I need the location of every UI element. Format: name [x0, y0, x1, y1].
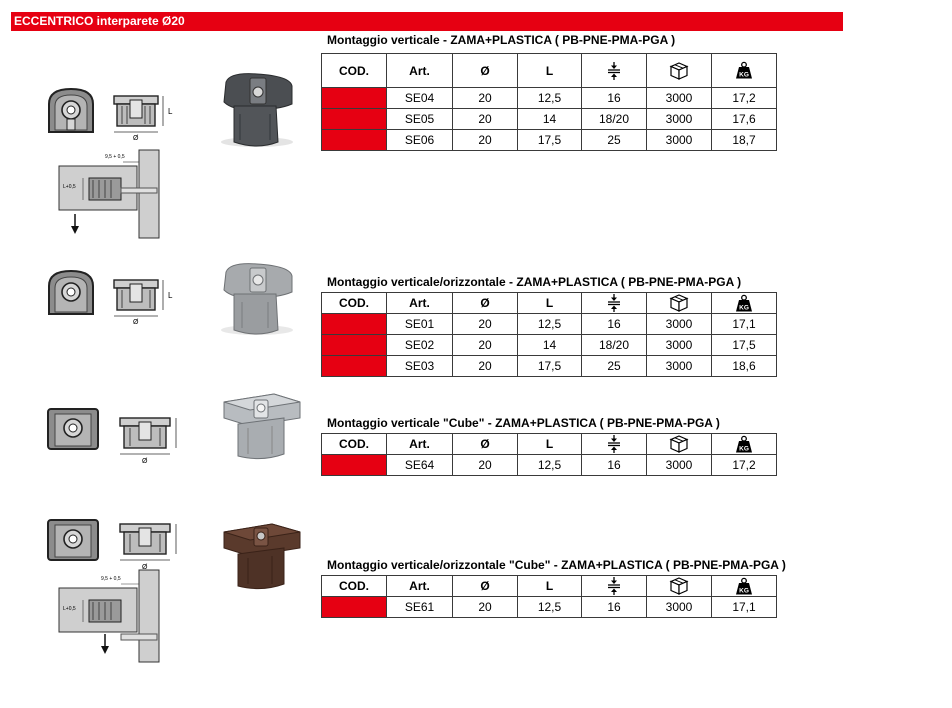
side-view-drawing — [108, 92, 178, 140]
col-diameter: Ø — [453, 576, 518, 597]
cod-cell — [322, 130, 387, 151]
svg-text:Ø: Ø — [133, 135, 139, 140]
col-thickness — [582, 434, 647, 455]
side-view-drawing — [116, 520, 188, 570]
svg-text:Ø: Ø — [142, 564, 148, 570]
thickness-cell: 16 — [582, 88, 647, 109]
svg-text:L: L — [168, 107, 173, 116]
table-row — [322, 597, 777, 618]
box-icon — [669, 294, 689, 312]
page-title: ECCENTRICO interparete Ø20 — [11, 12, 843, 31]
diameter-cell: 20 — [453, 597, 518, 618]
thickness-cell: 25 — [582, 130, 647, 151]
length-cell: 12,5 — [518, 88, 582, 109]
col-thickness — [582, 54, 647, 88]
weight-cell: 17,6 — [712, 109, 777, 130]
svg-text:KG: KG — [739, 71, 749, 79]
col-art: Art. — [387, 54, 453, 88]
weight-cell: 18,6 — [712, 356, 777, 377]
table-row — [322, 88, 777, 109]
box-icon — [669, 62, 689, 80]
box-icon — [669, 577, 689, 595]
col-quantity — [647, 434, 712, 455]
weight-cell: 18,7 — [712, 130, 777, 151]
length-cell: 12,5 — [518, 455, 582, 476]
col-length: L — [518, 576, 582, 597]
weight-kg-icon — [735, 61, 753, 80]
installation-diagram — [55, 568, 163, 664]
table-row — [322, 130, 777, 151]
product-photo-se01 — [212, 258, 302, 338]
art-cell: SE01 — [387, 314, 453, 335]
product-photo-se61 — [214, 516, 306, 594]
col-diameter: Ø — [453, 434, 518, 455]
spec-table-1 — [321, 53, 777, 151]
svg-text:9,5 + 0,5: 9,5 + 0,5 — [105, 154, 125, 160]
quantity-cell: 3000 — [647, 335, 712, 356]
length-cell: 12,5 — [518, 314, 582, 335]
col-weight — [712, 576, 777, 597]
front-view-drawing — [45, 406, 101, 452]
table-row — [322, 356, 777, 377]
table-header-row — [322, 434, 777, 455]
table-header-row — [322, 293, 777, 314]
weight-kg-icon — [735, 294, 753, 313]
length-cell: 14 — [518, 109, 582, 130]
length-cell: 17,5 — [518, 356, 582, 377]
col-weight — [712, 293, 777, 314]
product-photo-se64 — [214, 388, 306, 466]
diameter-cell: 20 — [453, 455, 518, 476]
thickness-cell: 16 — [582, 314, 647, 335]
art-cell: SE05 — [387, 109, 453, 130]
diameter-cell: 20 — [453, 314, 518, 335]
col-length: L — [518, 54, 582, 88]
col-quantity — [647, 576, 712, 597]
col-quantity — [647, 54, 712, 88]
quantity-cell: 3000 — [647, 597, 712, 618]
art-cell: SE61 — [387, 597, 453, 618]
thickness-cell: 18/20 — [582, 335, 647, 356]
svg-text:KG: KG — [739, 587, 749, 594]
front-view-drawing — [45, 86, 97, 134]
art-cell: SE04 — [387, 88, 453, 109]
quantity-cell: 3000 — [647, 314, 712, 335]
diameter-cell: 20 — [453, 335, 518, 356]
box-icon — [669, 435, 689, 453]
col-art: Art. — [387, 576, 453, 597]
svg-text:Ø: Ø — [142, 458, 148, 464]
table-header-row — [322, 576, 777, 597]
col-diameter: Ø — [453, 293, 518, 314]
diameter-cell: 20 — [453, 88, 518, 109]
col-length: L — [518, 293, 582, 314]
col-cod: COD. — [322, 434, 387, 455]
spec-table-3 — [321, 433, 777, 476]
length-cell: 14 — [518, 335, 582, 356]
table-row — [322, 109, 777, 130]
quantity-cell: 3000 — [647, 356, 712, 377]
svg-text:Ø: Ø — [133, 319, 139, 324]
cod-cell — [322, 455, 387, 476]
col-diameter: Ø — [453, 54, 518, 88]
art-cell: SE64 — [387, 455, 453, 476]
svg-text:KG: KG — [739, 304, 749, 311]
thickness-icon — [606, 62, 622, 80]
col-art: Art. — [387, 434, 453, 455]
col-thickness — [582, 293, 647, 314]
cod-cell — [322, 335, 387, 356]
thickness-cell: 16 — [582, 455, 647, 476]
col-cod: COD. — [322, 576, 387, 597]
front-view-drawing — [45, 268, 97, 316]
table-row — [322, 335, 777, 356]
weight-cell: 17,5 — [712, 335, 777, 356]
col-weight — [712, 434, 777, 455]
thickness-cell: 16 — [582, 597, 647, 618]
cod-cell — [322, 314, 387, 335]
section-heading-2: Montaggio verticale/orizzontale - ZAMA+PLASTICA ( PB-PNE-PMA-PGA ) — [327, 275, 742, 289]
thickness-icon — [606, 577, 622, 595]
quantity-cell: 3000 — [647, 88, 712, 109]
cod-cell — [322, 597, 387, 618]
section-heading-3: Montaggio verticale "Cube" - ZAMA+PLASTICA ( PB-PNE-PMA-PGA ) — [327, 416, 720, 430]
quantity-cell: 3000 — [647, 455, 712, 476]
length-cell: 12,5 — [518, 597, 582, 618]
weight-cell: 17,1 — [712, 597, 777, 618]
svg-text:L+0,5: L+0,5 — [63, 606, 76, 612]
thickness-icon — [606, 435, 622, 453]
thickness-cell: 18/20 — [582, 109, 647, 130]
spec-table-2 — [321, 292, 777, 377]
col-weight — [712, 54, 777, 88]
cod-cell — [322, 88, 387, 109]
weight-cell: 17,2 — [712, 455, 777, 476]
front-view-drawing — [45, 517, 101, 563]
thickness-icon — [606, 294, 622, 312]
installation-diagram — [55, 148, 163, 240]
svg-text:KG: KG — [739, 445, 749, 452]
diameter-cell: 20 — [453, 109, 518, 130]
section-heading-1: Montaggio verticale - ZAMA+PLASTICA ( PB-PNE-PMA-PGA ) — [327, 33, 676, 47]
weight-cell: 17,2 — [712, 88, 777, 109]
col-quantity — [647, 293, 712, 314]
side-view-drawing — [108, 276, 178, 324]
thickness-cell: 25 — [582, 356, 647, 377]
table-header-row — [322, 54, 777, 88]
product-photo-se04 — [212, 70, 302, 150]
diameter-cell: 20 — [453, 356, 518, 377]
weight-cell: 17,1 — [712, 314, 777, 335]
table-row — [322, 314, 777, 335]
length-cell: 17,5 — [518, 130, 582, 151]
col-thickness — [582, 576, 647, 597]
svg-text:9,5 + 0,5: 9,5 + 0,5 — [101, 576, 121, 582]
cod-cell — [322, 109, 387, 130]
svg-text:L+0,5: L+0,5 — [63, 184, 76, 190]
svg-text:L: L — [168, 291, 173, 300]
col-length: L — [518, 434, 582, 455]
col-cod: COD. — [322, 54, 387, 88]
diameter-cell: 20 — [453, 130, 518, 151]
weight-kg-icon — [735, 435, 753, 454]
spec-table-4 — [321, 575, 777, 618]
art-cell: SE06 — [387, 130, 453, 151]
art-cell: SE03 — [387, 356, 453, 377]
section-heading-4: Montaggio verticale/orizzontale "Cube" - ZAMA+PLASTICA ( PB-PNE-PMA-PGA ) — [327, 558, 786, 572]
cod-cell — [322, 356, 387, 377]
col-cod: COD. — [322, 293, 387, 314]
table-row — [322, 455, 777, 476]
side-view-drawing — [116, 414, 188, 464]
quantity-cell: 3000 — [647, 109, 712, 130]
art-cell: SE02 — [387, 335, 453, 356]
weight-kg-icon — [735, 577, 753, 596]
col-art: Art. — [387, 293, 453, 314]
quantity-cell: 3000 — [647, 130, 712, 151]
